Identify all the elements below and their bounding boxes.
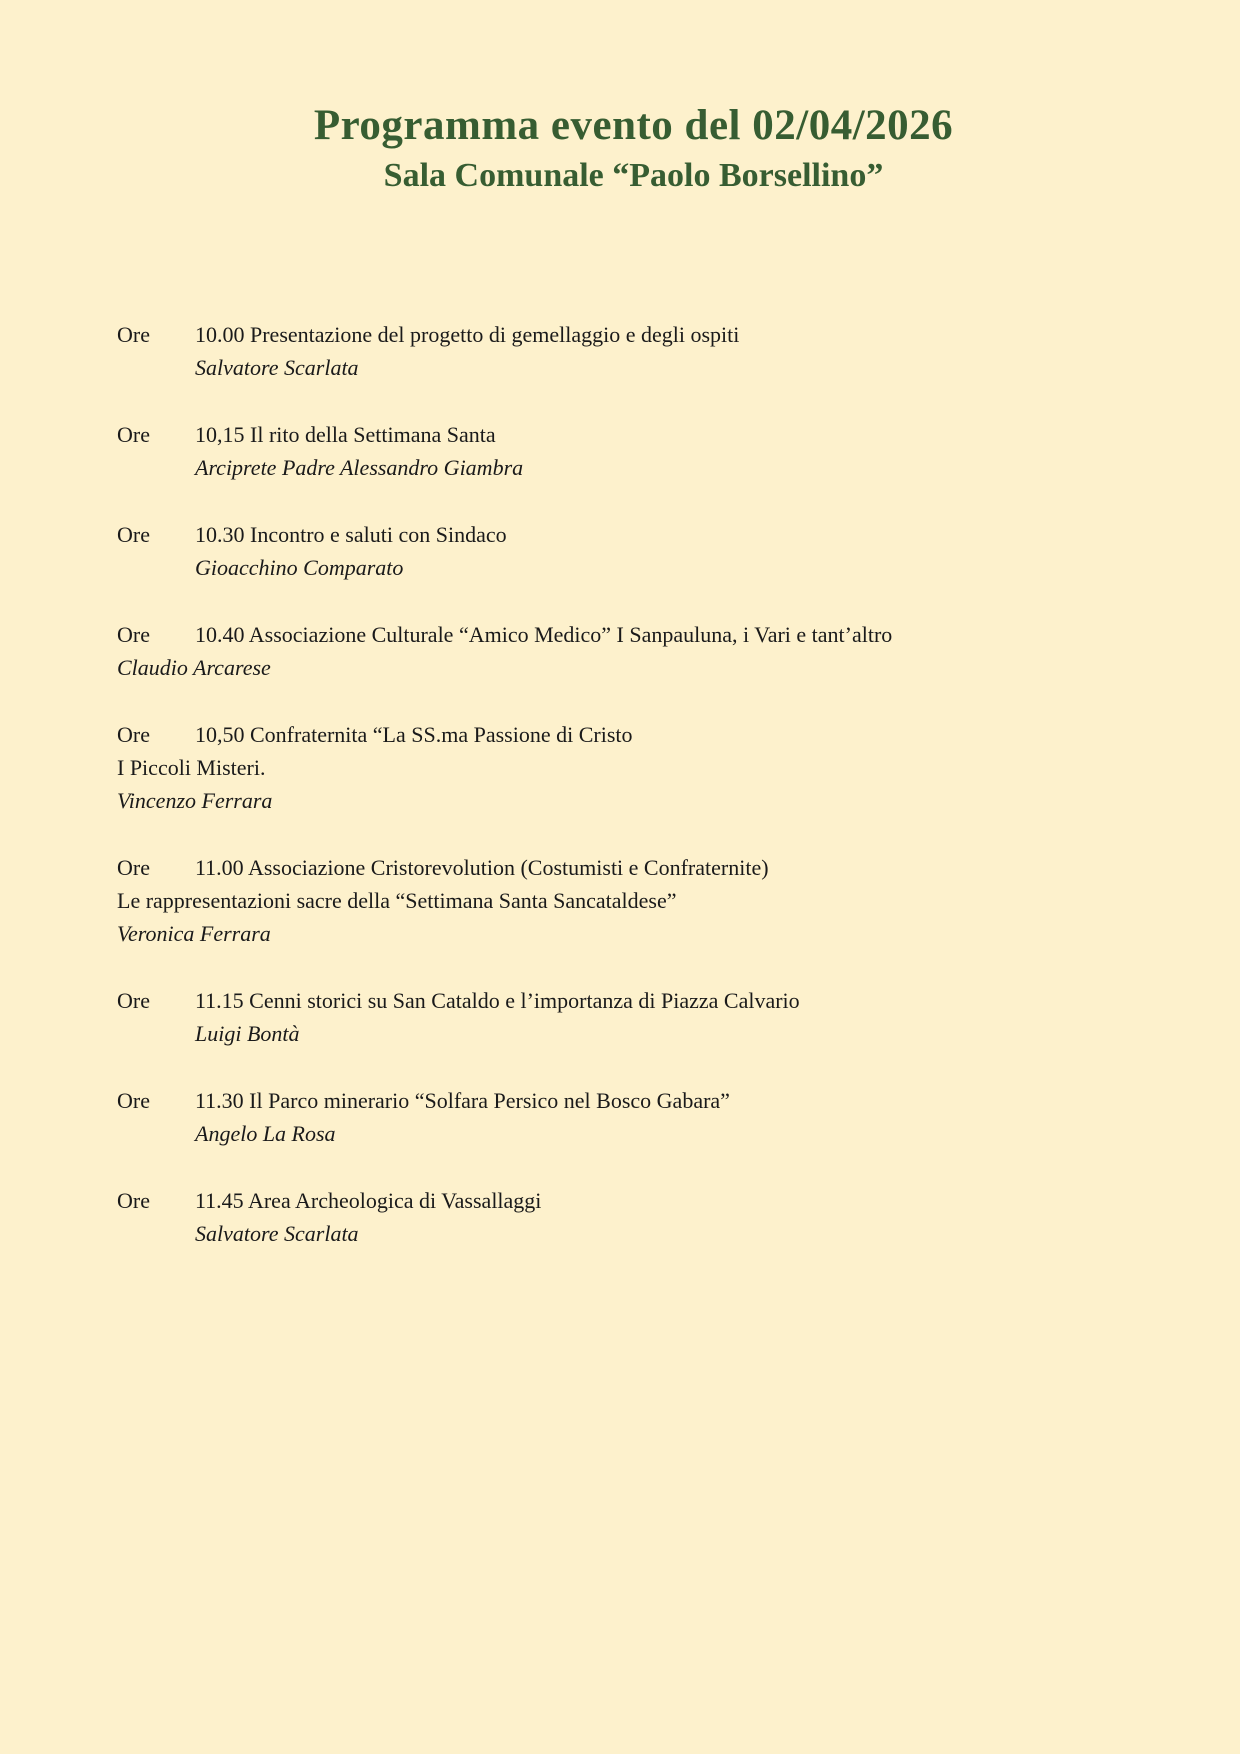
entry-ore-label: Ore [117, 422, 150, 448]
entry-header-line [117, 984, 1150, 1017]
program-entry [117, 618, 1150, 684]
entry-speaker: Arciprete Padre Alessandro Giambra [195, 455, 524, 481]
entry-time-title: 10,50 Confraternita “La SS.ma Passione di Cristo [195, 722, 633, 748]
entry-time-title: 10.30 Incontro e saluti con Sindaco [195, 522, 507, 548]
entry-time-title: 10,15 Il rito della Settimana Santa [195, 422, 496, 448]
entry-speaker: Angelo La Rosa [195, 1121, 336, 1147]
entry-speaker: Gioacchino Comparato [195, 555, 404, 581]
entry-ore-label: Ore [117, 322, 150, 348]
entry-time-title: 10.40 Associazione Culturale “Amico Medico” I Sanpauluna, i Vari e tant’altro [195, 622, 893, 648]
program-entry [117, 1084, 1150, 1150]
program-entry [117, 418, 1150, 484]
entry-time-title: 11.30 Il Parco minerario “Solfara Persico nel Bosco Gabara” [195, 1088, 730, 1114]
entry-ore-label: Ore [117, 1088, 150, 1114]
entry-ore-label: Ore [117, 988, 150, 1014]
entry-continuation-line: I Piccoli Misteri. [117, 755, 266, 781]
entry-speaker: Claudio Arcarese [117, 655, 271, 681]
entry-header-line [117, 418, 1150, 451]
entry-ore-label: Ore [117, 1188, 150, 1214]
entry-header-line [117, 518, 1150, 551]
program-entry [117, 718, 1150, 817]
entry-speaker: Luigi Bontà [195, 1021, 300, 1047]
entry-speaker: Salvatore Scarlata [195, 355, 359, 381]
program-list [117, 318, 1150, 1250]
entry-header-line [117, 318, 1150, 351]
entry-time-title: 11.00 Associazione Cristorevolution (Costumisti e Confraternite) [195, 855, 769, 881]
entry-header-line [117, 618, 1150, 651]
entry-speaker: Vincenzo Ferrara [117, 788, 273, 814]
program-entry [117, 518, 1150, 584]
page-subtitle: Sala Comunale “Paolo Borsellino” [383, 156, 884, 194]
program-entry [117, 318, 1150, 384]
entry-header-line [117, 851, 1150, 884]
program-entry [117, 1184, 1150, 1250]
entry-header-line [117, 1084, 1150, 1117]
entry-time-title: 11.45 Area Archeologica di Vassallaggi [195, 1188, 542, 1214]
entry-speaker: Salvatore Scarlata [195, 1221, 359, 1247]
entry-time-title: 11.15 Cenni storici su San Cataldo e l’importanza di Piazza Calvario [195, 988, 800, 1014]
program-entry [117, 984, 1150, 1050]
entry-ore-label: Ore [117, 622, 150, 648]
entry-speaker: Veronica Ferrara [117, 921, 271, 947]
entry-header-line [117, 718, 1150, 751]
entry-ore-label: Ore [117, 722, 150, 748]
entry-header-line [117, 1184, 1150, 1217]
entry-ore-label: Ore [117, 522, 150, 548]
program-entry [117, 851, 1150, 950]
page-title: Programma evento del 02/04/2026 [313, 102, 954, 149]
entry-time-title: 10.00 Presentazione del progetto di gemellaggio e degli ospiti [195, 322, 740, 348]
document-header [117, 100, 1150, 196]
entry-ore-label: Ore [117, 855, 150, 881]
entry-continuation-line: Le rappresentazioni sacre della “Settimana Santa Sancataldese” [117, 888, 677, 914]
